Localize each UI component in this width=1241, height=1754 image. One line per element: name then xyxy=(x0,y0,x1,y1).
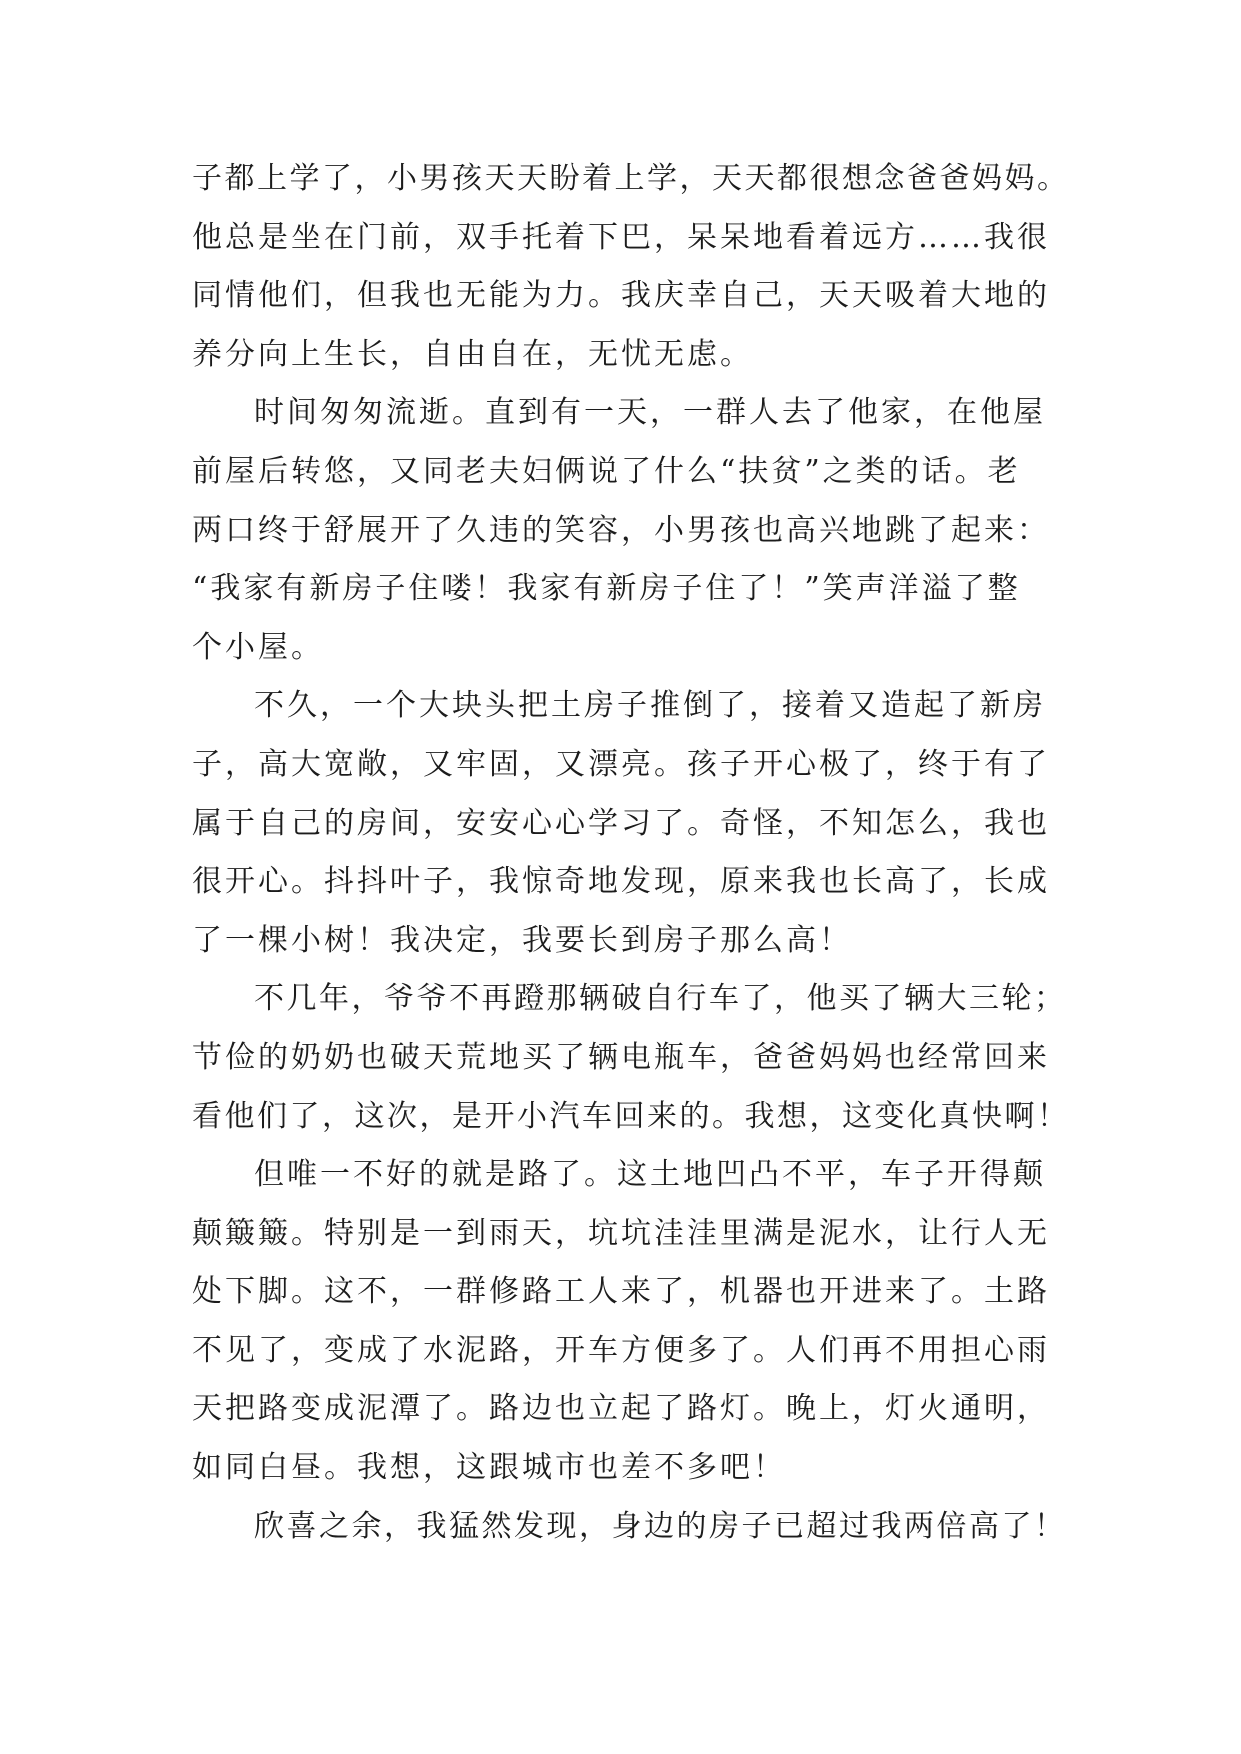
paragraph-first-line: 不几年，爷爷不再蹬那辆破自行车了，他买了辆大三轮； xyxy=(254,981,1067,1017)
text-line: 了一棵小树！我决定，我要长到房子那么高！ xyxy=(192,922,852,958)
text-line: 两口终于舒展开了久违的笑容，小男孩也高兴地跳了起来： xyxy=(192,512,1050,548)
text-line: 个小屋。 xyxy=(192,629,324,665)
text-line: 养分向上生长，自由自在，无忧无虑。 xyxy=(192,336,753,372)
text-line: 如同白昼。我想，这跟城市也差不多吧！ xyxy=(192,1450,786,1486)
text-line: 颠簸簸。特别是一到雨天，坑坑洼洼里满是泥水，让行人无 xyxy=(192,1215,1050,1251)
document-body xyxy=(192,150,1072,1556)
text-line: “我家有新房子住喽！我家有新房子住了！”笑声洋溢了整 xyxy=(192,571,1021,607)
text-line: 前屋后转悠，又同老夫妇俩说了什么“扶贫”之类的话。老 xyxy=(192,453,1021,489)
text-line: 不见了，变成了水泥路，开车方便多了。人们再不用担心雨 xyxy=(192,1332,1050,1368)
text-line: 属于自己的房间，安安心心学习了。奇怪，不知怎么，我也 xyxy=(192,805,1050,841)
text-line: 他总是坐在门前，双手托着下巴，呆呆地看着远方……我很 xyxy=(192,219,1050,255)
paragraph-first-line: 不久，一个大块头把土房子推倒了，接着又造起了新房 xyxy=(254,688,1046,724)
text-line: 天把路变成泥潭了。路边也立起了路灯。晚上，灯火通明， xyxy=(192,1391,1050,1427)
text-line: 节俭的奶奶也破天荒地买了辆电瓶车，爸爸妈妈也经常回来 xyxy=(192,1039,1050,1075)
text-line: 子都上学了，小男孩天天盼着上学，天天都很想念爸爸妈妈。 xyxy=(192,161,1070,196)
text-line: 同情他们，但我也无能为力。我庆幸自己，天天吸着大地的 xyxy=(192,278,1050,314)
text-line: 处下脚。这不，一群修路工人来了，机器也开进来了。土路 xyxy=(192,1274,1050,1310)
text-line: 子，高大宽敞，又牢固，又漂亮。孩子开心极了，终于有了 xyxy=(192,746,1050,782)
text-line: 很开心。抖抖叶子，我惊奇地发现，原来我也长高了，长成 xyxy=(192,864,1050,900)
paragraph-first-line: 欣喜之余，我猛然发现，身边的房子已超过我两倍高了！ xyxy=(254,1508,1067,1544)
paragraph-first-line: 但唯一不好的就是路了。这土地凹凸不平，车子开得颠 xyxy=(254,1157,1046,1193)
text-line: 看他们了，这次，是开小汽车回来的。我想，这变化真快啊！ xyxy=(192,1098,1070,1134)
paragraph-first-line: 时间匆匆流逝。直到有一天，一群人去了他家，在他屋 xyxy=(254,395,1046,431)
